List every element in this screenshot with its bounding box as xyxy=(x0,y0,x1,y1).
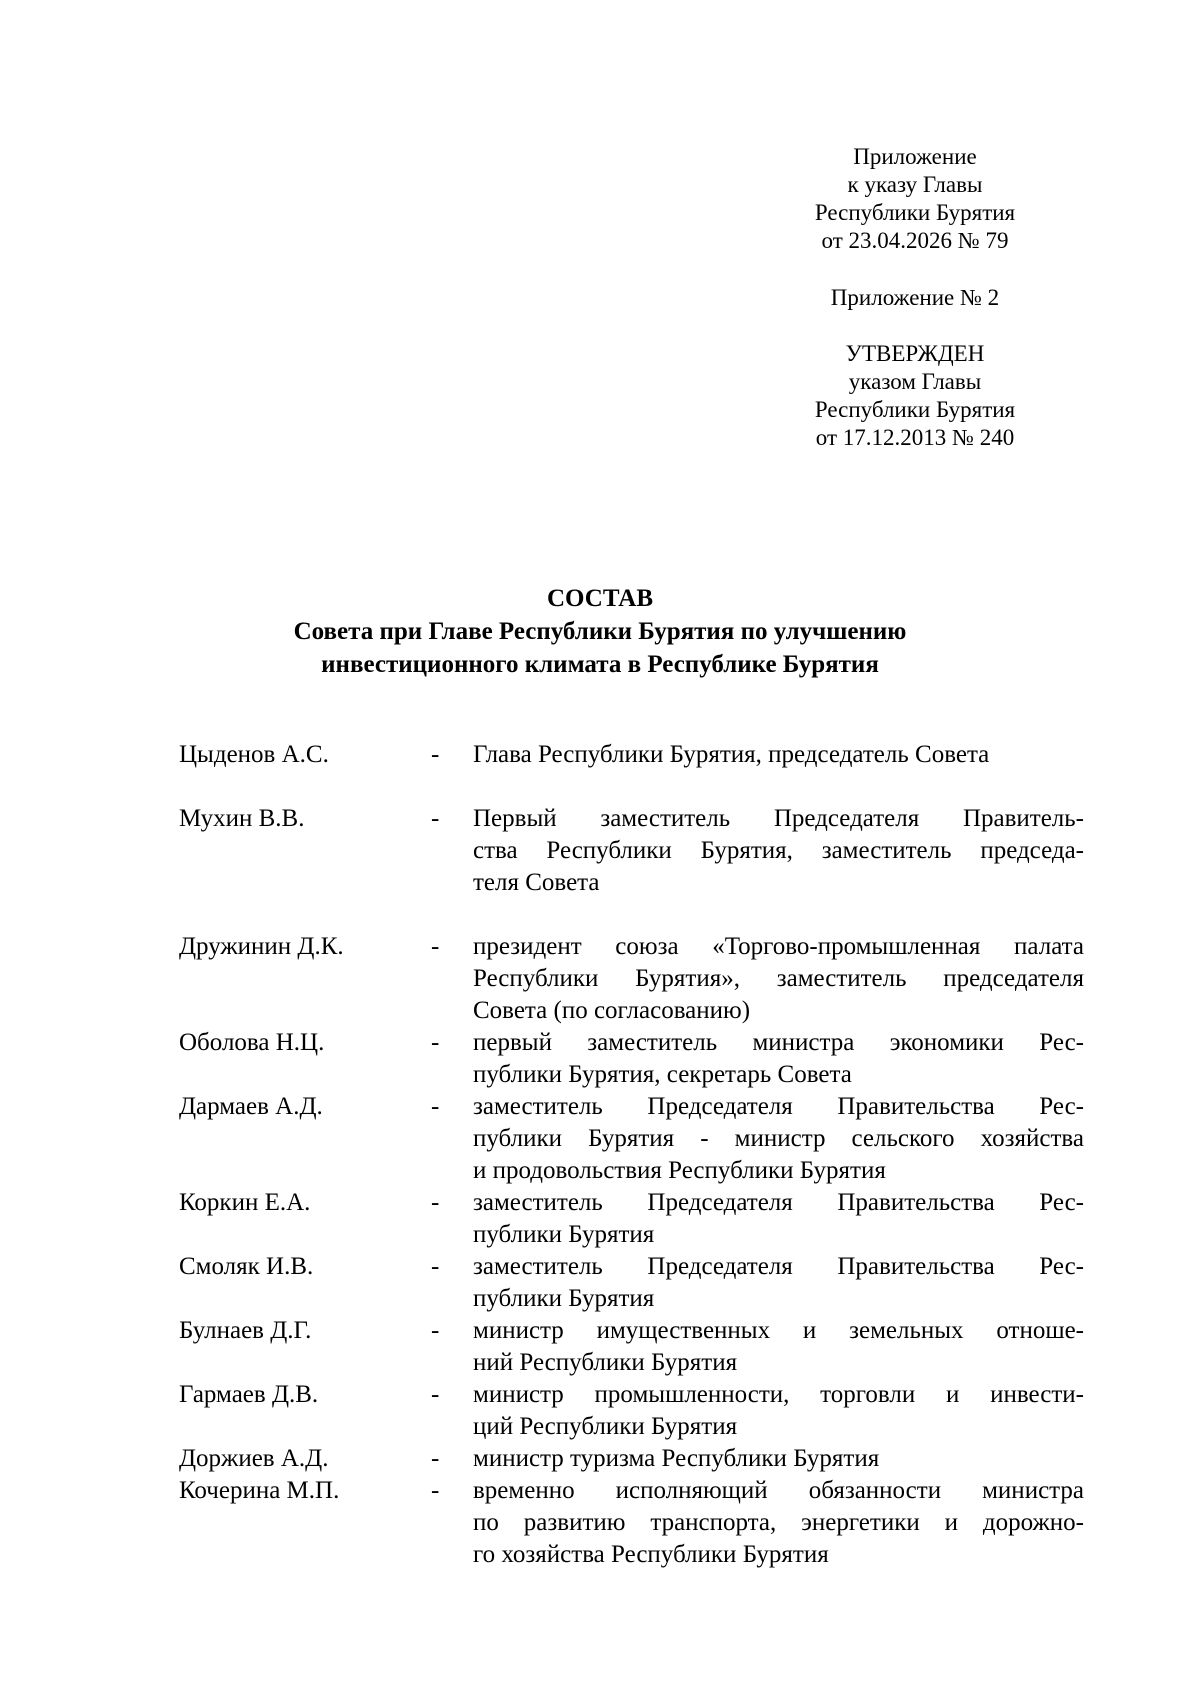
appendix-number-block xyxy=(800,284,1030,312)
member-row xyxy=(179,1475,1084,1571)
member-dash: - xyxy=(431,1029,440,1056)
title-heading: СОСТАВ xyxy=(546,585,654,612)
member-position xyxy=(473,1443,1084,1475)
appendix-reference xyxy=(800,143,1030,255)
member-row xyxy=(179,739,1084,771)
member-position-line: Глава Республики Бурятия, председатель Совета xyxy=(473,741,990,768)
member-position xyxy=(473,1091,1084,1187)
appendix-republic: Республики Бурятия xyxy=(814,200,1016,225)
member-name: Доржиев А.Д. xyxy=(179,1445,329,1472)
member-name: Булнаев Д.Г. xyxy=(179,1317,312,1344)
member-position xyxy=(473,1027,1084,1091)
member-row xyxy=(179,1379,1084,1443)
member-position-line: Первый заместитель Председателя Правитель- xyxy=(473,805,1084,832)
member-position-line: ций Республики Бурятия xyxy=(473,1413,738,1440)
member-position xyxy=(473,1475,1084,1571)
approved-decree-ref: указом Главы xyxy=(848,369,982,394)
member-dash: - xyxy=(431,1317,440,1344)
member-name: Смоляк И.В. xyxy=(179,1253,314,1280)
member-position xyxy=(473,1379,1084,1443)
member-row xyxy=(179,1443,1084,1475)
member-position-line: по развитию транспорта, энергетики и дорожно- xyxy=(473,1509,1084,1536)
appendix-label: Приложение xyxy=(853,144,977,169)
approved-label: УТВЕРЖДЕН xyxy=(845,341,985,366)
member-position xyxy=(473,1251,1084,1315)
member-position xyxy=(473,739,1084,771)
member-position-line: и продовольствия Республики Бурятия xyxy=(473,1157,886,1184)
member-dash: - xyxy=(431,1253,440,1280)
member-position-line: Республики Бурятия», заместитель председателя xyxy=(473,965,1084,992)
member-position xyxy=(473,1187,1084,1251)
member-position-line: заместитель Председателя Правительства Рес- xyxy=(473,1253,1084,1280)
member-position-line: публики Бурятия, секретарь Совета xyxy=(473,1061,852,1088)
title-line-3: инвестиционного климата в Республике Бурятия xyxy=(321,651,879,678)
member-position xyxy=(473,931,1084,1027)
approved-date-number: от 17.12.2013 № 240 xyxy=(815,425,1015,450)
member-name: Цыденов А.С. xyxy=(179,741,329,768)
member-position-line: ний Республики Бурятия xyxy=(473,1349,738,1376)
member-position-line: министр туризма Республики Бурятия xyxy=(473,1445,880,1472)
member-position-line: президент союза «Торгово-промышленная палата xyxy=(473,933,1084,960)
appendix-date-number: от 23.04.2026 № 79 xyxy=(821,228,1009,253)
member-dash: - xyxy=(431,741,440,768)
member-dash: - xyxy=(431,1189,440,1216)
document-title xyxy=(150,582,1050,681)
member-name: Мухин В.В. xyxy=(179,805,305,832)
member-name: Дармаев А.Д. xyxy=(179,1093,323,1120)
member-dash: - xyxy=(431,933,440,960)
member-name: Гармаев Д.В. xyxy=(179,1381,319,1408)
member-position-line: министр имущественных и земельных отноше- xyxy=(473,1317,1084,1344)
member-position-line: заместитель Председателя Правительства Рес- xyxy=(473,1189,1084,1216)
member-dash: - xyxy=(431,805,440,832)
member-name: Дружинин Д.К. xyxy=(179,933,344,960)
member-dash: - xyxy=(431,1093,440,1120)
member-row xyxy=(179,1091,1084,1187)
member-name: Коркин Е.А. xyxy=(179,1189,311,1216)
appendix-decree-ref: к указу Главы xyxy=(847,172,983,197)
member-position-line: ства Республики Бурятия, заместитель председа- xyxy=(473,837,1084,864)
member-position-line: публики Бурятия - министр сельского хозяйства xyxy=(473,1125,1084,1152)
members-list xyxy=(179,739,1084,1571)
member-dash: - xyxy=(431,1445,440,1472)
member-position-line: публики Бурятия xyxy=(473,1221,655,1248)
member-position-line: теля Совета xyxy=(473,869,600,896)
member-row xyxy=(179,803,1084,899)
member-dash: - xyxy=(431,1381,440,1408)
title-line-2: Совета при Главе Республики Бурятия по улучшению xyxy=(293,618,907,645)
approval-stamp xyxy=(800,340,1030,452)
member-position-line: министр промышленности, торговли и инвести- xyxy=(473,1381,1084,1408)
member-name: Оболова Н.Ц. xyxy=(179,1029,325,1056)
member-name: Кочерина М.П. xyxy=(179,1477,340,1504)
member-position-line: первый заместитель министра экономики Рес- xyxy=(473,1029,1084,1056)
member-row xyxy=(179,1315,1084,1379)
approved-republic: Республики Бурятия xyxy=(814,397,1016,422)
appendix-number: Приложение № 2 xyxy=(830,285,1000,310)
member-position xyxy=(473,803,1084,899)
member-position-line: публики Бурятия xyxy=(473,1285,655,1312)
member-row xyxy=(179,931,1084,1027)
member-position xyxy=(473,1315,1084,1379)
member-position-line: временно исполняющий обязанности министра xyxy=(473,1477,1084,1504)
member-row xyxy=(179,1187,1084,1251)
member-position-line: Совета (по согласованию) xyxy=(473,997,751,1024)
member-dash: - xyxy=(431,1477,440,1504)
member-position-line: го хозяйства Республики Бурятия xyxy=(473,1541,829,1568)
member-row xyxy=(179,1027,1084,1091)
member-position-line: заместитель Председателя Правительства Рес- xyxy=(473,1093,1084,1120)
member-row xyxy=(179,1251,1084,1315)
